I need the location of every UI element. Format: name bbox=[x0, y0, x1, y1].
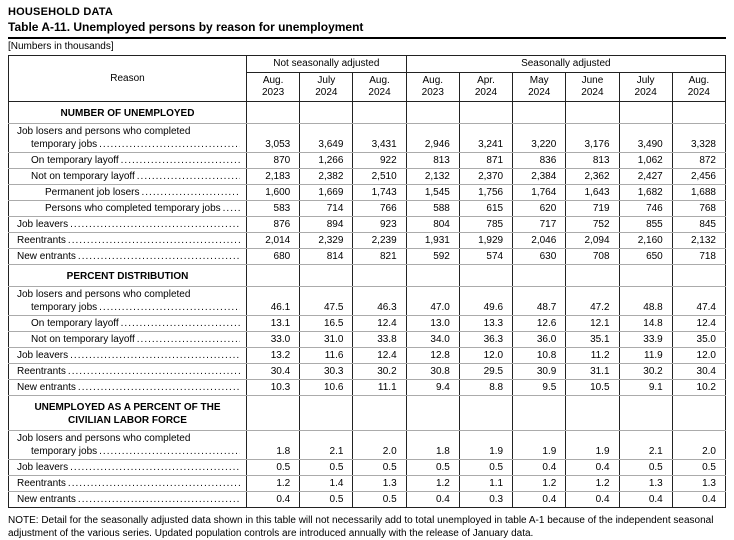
dot-leader bbox=[99, 301, 240, 314]
value-cell: 2,094 bbox=[566, 233, 619, 249]
value-cell: 680 bbox=[247, 249, 300, 265]
table-row bbox=[9, 124, 726, 153]
value-cell: 2,132 bbox=[406, 169, 459, 185]
column-header-8: Aug. 2024 bbox=[672, 73, 725, 102]
value-cell: 3,176 bbox=[566, 124, 619, 153]
empty-cell bbox=[459, 396, 512, 431]
value-cell: 1,931 bbox=[406, 233, 459, 249]
table-row bbox=[9, 249, 726, 265]
table-row bbox=[9, 492, 726, 508]
value-cell: 872 bbox=[672, 153, 725, 169]
column-header-5: May 2024 bbox=[513, 73, 566, 102]
empty-cell bbox=[619, 102, 672, 124]
dot-leader bbox=[99, 138, 240, 151]
value-cell: 752 bbox=[566, 217, 619, 233]
value-cell: 0.3 bbox=[459, 492, 512, 508]
empty-cell bbox=[619, 265, 672, 287]
value-cell: 583 bbox=[247, 201, 300, 217]
table-row bbox=[9, 348, 726, 364]
value-cell: 12.0 bbox=[672, 348, 725, 364]
reason-cell bbox=[9, 492, 247, 508]
group-header-0: Not seasonally adjusted bbox=[247, 56, 407, 73]
dot-leader bbox=[68, 234, 240, 247]
value-cell: 814 bbox=[300, 249, 353, 265]
dot-leader bbox=[137, 333, 240, 346]
value-cell: 2,456 bbox=[672, 169, 725, 185]
value-cell: 708 bbox=[566, 249, 619, 265]
value-cell: 13.3 bbox=[459, 316, 512, 332]
value-cell: 871 bbox=[459, 153, 512, 169]
reason-cell bbox=[9, 431, 247, 460]
value-cell: 47.5 bbox=[300, 287, 353, 316]
value-cell: 47.2 bbox=[566, 287, 619, 316]
value-cell: 1,600 bbox=[247, 185, 300, 201]
value-cell: 30.4 bbox=[247, 364, 300, 380]
reason-cell bbox=[9, 185, 247, 201]
table-row bbox=[9, 316, 726, 332]
empty-cell bbox=[247, 102, 300, 124]
value-cell: 785 bbox=[459, 217, 512, 233]
value-cell: 1.9 bbox=[459, 431, 512, 460]
reason-cell bbox=[9, 348, 247, 364]
reason-cell bbox=[9, 332, 247, 348]
value-cell: 592 bbox=[406, 249, 459, 265]
value-cell: 12.1 bbox=[566, 316, 619, 332]
value-cell: 813 bbox=[406, 153, 459, 169]
row-label: On temporary layoff ..... bbox=[9, 154, 242, 167]
table-row bbox=[9, 431, 726, 460]
table-row bbox=[9, 460, 726, 476]
reason-cell bbox=[9, 316, 247, 332]
footnote: NOTE: Detail for the seasonally adjusted data shown in this table will not necessarily add to total unemployed in table A-1 because of the independent seasonal adjustment of the various series. Updated population controls are introduced annually with the release of January data. bbox=[8, 515, 714, 539]
value-cell: 1.3 bbox=[672, 476, 725, 492]
value-cell: 1,688 bbox=[672, 185, 725, 201]
value-cell: 768 bbox=[672, 201, 725, 217]
table-body bbox=[9, 102, 726, 508]
table-header bbox=[9, 56, 726, 102]
row-label: Job leavers ..... bbox=[9, 349, 242, 362]
value-cell: 0.4 bbox=[566, 492, 619, 508]
value-cell: 12.0 bbox=[459, 348, 512, 364]
section-heading: UNEMPLOYED AS A PERCENT OF THE CIVILIAN LABOR FORCE bbox=[9, 396, 247, 431]
reason-cell bbox=[9, 169, 247, 185]
row-label: Job leavers ..... bbox=[9, 461, 242, 474]
value-cell: 894 bbox=[300, 217, 353, 233]
row-label: Persons who completed temporary jobs ..... bbox=[9, 202, 242, 215]
column-header-4: Apr. 2024 bbox=[459, 73, 512, 102]
row-label: Permanent job losers ..... bbox=[9, 186, 242, 199]
value-cell: 2,510 bbox=[353, 169, 406, 185]
section-row bbox=[9, 102, 726, 124]
empty-cell bbox=[566, 265, 619, 287]
empty-cell bbox=[247, 265, 300, 287]
value-cell: 11.9 bbox=[619, 348, 672, 364]
value-cell: 2,160 bbox=[619, 233, 672, 249]
row-label: Not on temporary layoff ..... bbox=[9, 170, 242, 183]
value-cell: 30.9 bbox=[513, 364, 566, 380]
value-cell: 12.8 bbox=[406, 348, 459, 364]
value-cell: 29.5 bbox=[459, 364, 512, 380]
reason-cell bbox=[9, 124, 247, 153]
value-cell: 31.0 bbox=[300, 332, 353, 348]
value-cell: 0.4 bbox=[672, 492, 725, 508]
empty-cell bbox=[619, 396, 672, 431]
row-label-line2: temporary jobs ..... bbox=[9, 301, 242, 314]
value-cell: 1,266 bbox=[300, 153, 353, 169]
value-cell: 30.4 bbox=[672, 364, 725, 380]
value-cell: 620 bbox=[513, 201, 566, 217]
value-cell: 30.2 bbox=[619, 364, 672, 380]
value-cell: 1.2 bbox=[247, 476, 300, 492]
value-cell: 574 bbox=[459, 249, 512, 265]
reason-cell bbox=[9, 153, 247, 169]
value-cell: 922 bbox=[353, 153, 406, 169]
unemployment-reason-table bbox=[8, 55, 726, 508]
value-cell: 12.4 bbox=[672, 316, 725, 332]
reason-cell bbox=[9, 249, 247, 265]
dot-leader bbox=[70, 461, 240, 474]
value-cell: 46.1 bbox=[247, 287, 300, 316]
empty-cell bbox=[353, 265, 406, 287]
value-cell: 3,649 bbox=[300, 124, 353, 153]
reason-cell bbox=[9, 201, 247, 217]
value-cell: 0.5 bbox=[406, 460, 459, 476]
value-cell: 2,362 bbox=[566, 169, 619, 185]
section-heading: PERCENT DISTRIBUTION bbox=[9, 265, 247, 287]
value-cell: 3,220 bbox=[513, 124, 566, 153]
reason-column-header: Reason bbox=[9, 56, 247, 102]
value-cell: 48.7 bbox=[513, 287, 566, 316]
value-cell: 923 bbox=[353, 217, 406, 233]
value-cell: 34.0 bbox=[406, 332, 459, 348]
empty-cell bbox=[300, 265, 353, 287]
dot-leader bbox=[68, 477, 240, 490]
value-cell: 14.8 bbox=[619, 316, 672, 332]
column-header-7: July 2024 bbox=[619, 73, 672, 102]
value-cell: 3,241 bbox=[459, 124, 512, 153]
value-cell: 845 bbox=[672, 217, 725, 233]
dot-leader bbox=[70, 218, 240, 231]
row-label-line1: Job losers and persons who completed bbox=[17, 433, 191, 444]
reason-cell bbox=[9, 364, 247, 380]
value-cell: 719 bbox=[566, 201, 619, 217]
dot-leader bbox=[99, 445, 240, 458]
value-cell: 0.5 bbox=[672, 460, 725, 476]
value-cell: 1.1 bbox=[459, 476, 512, 492]
reason-cell bbox=[9, 287, 247, 316]
dot-leader bbox=[68, 365, 240, 378]
value-cell: 12.4 bbox=[353, 316, 406, 332]
value-cell: 16.5 bbox=[300, 316, 353, 332]
value-cell: 31.1 bbox=[566, 364, 619, 380]
value-cell: 0.4 bbox=[619, 492, 672, 508]
value-cell: 1.8 bbox=[247, 431, 300, 460]
value-cell: 12.6 bbox=[513, 316, 566, 332]
row-label-line2: temporary jobs ..... bbox=[9, 138, 242, 151]
value-cell: 35.0 bbox=[672, 332, 725, 348]
value-cell: 714 bbox=[300, 201, 353, 217]
value-cell: 47.4 bbox=[672, 287, 725, 316]
row-label: New entrants ..... bbox=[9, 381, 242, 394]
value-cell: 2.1 bbox=[300, 431, 353, 460]
dot-leader bbox=[121, 154, 240, 167]
value-cell: 47.0 bbox=[406, 287, 459, 316]
value-cell: 9.1 bbox=[619, 380, 672, 396]
empty-cell bbox=[566, 396, 619, 431]
value-cell: 2,382 bbox=[300, 169, 353, 185]
value-cell: 0.4 bbox=[566, 460, 619, 476]
value-cell: 30.8 bbox=[406, 364, 459, 380]
empty-cell bbox=[672, 102, 725, 124]
value-cell: 630 bbox=[513, 249, 566, 265]
empty-cell bbox=[459, 102, 512, 124]
value-cell: 33.9 bbox=[619, 332, 672, 348]
value-cell: 2.0 bbox=[672, 431, 725, 460]
value-cell: 0.5 bbox=[300, 492, 353, 508]
value-cell: 876 bbox=[247, 217, 300, 233]
value-cell: 1.8 bbox=[406, 431, 459, 460]
value-cell: 1.2 bbox=[566, 476, 619, 492]
value-cell: 718 bbox=[672, 249, 725, 265]
value-cell: 11.2 bbox=[566, 348, 619, 364]
reason-cell bbox=[9, 460, 247, 476]
section-kicker: HOUSEHOLD DATA bbox=[8, 6, 114, 18]
value-cell: 0.5 bbox=[353, 460, 406, 476]
value-cell: 821 bbox=[353, 249, 406, 265]
value-cell: 13.0 bbox=[406, 316, 459, 332]
value-cell: 1,743 bbox=[353, 185, 406, 201]
row-label: Reentrants ..... bbox=[9, 234, 242, 247]
value-cell: 48.8 bbox=[619, 287, 672, 316]
value-cell: 2,239 bbox=[353, 233, 406, 249]
table-row bbox=[9, 169, 726, 185]
column-header-1: July 2024 bbox=[300, 73, 353, 102]
value-cell: 30.3 bbox=[300, 364, 353, 380]
table-row bbox=[9, 201, 726, 217]
row-label-line1: Job losers and persons who completed bbox=[17, 126, 191, 137]
value-cell: 1.3 bbox=[353, 476, 406, 492]
value-cell: 1.9 bbox=[513, 431, 566, 460]
value-cell: 1,545 bbox=[406, 185, 459, 201]
empty-cell bbox=[513, 396, 566, 431]
value-cell: 1,669 bbox=[300, 185, 353, 201]
units-note: [Numbers in thousands] bbox=[8, 41, 114, 52]
value-cell: 33.0 bbox=[247, 332, 300, 348]
value-cell: 2,946 bbox=[406, 124, 459, 153]
empty-cell bbox=[513, 102, 566, 124]
value-cell: 10.5 bbox=[566, 380, 619, 396]
column-header-6: June 2024 bbox=[566, 73, 619, 102]
title-rule bbox=[8, 37, 726, 39]
empty-cell bbox=[300, 102, 353, 124]
table-row bbox=[9, 364, 726, 380]
value-cell: 35.1 bbox=[566, 332, 619, 348]
value-cell: 0.5 bbox=[300, 460, 353, 476]
row-label: On temporary layoff ..... bbox=[9, 317, 242, 330]
value-cell: 2,132 bbox=[672, 233, 725, 249]
reason-cell bbox=[9, 476, 247, 492]
value-cell: 13.1 bbox=[247, 316, 300, 332]
value-cell: 1.9 bbox=[566, 431, 619, 460]
value-cell: 588 bbox=[406, 201, 459, 217]
value-cell: 9.4 bbox=[406, 380, 459, 396]
value-cell: 650 bbox=[619, 249, 672, 265]
empty-cell bbox=[672, 396, 725, 431]
dot-leader bbox=[78, 493, 240, 506]
dot-leader bbox=[70, 349, 240, 362]
value-cell: 12.4 bbox=[353, 348, 406, 364]
value-cell: 855 bbox=[619, 217, 672, 233]
value-cell: 2,329 bbox=[300, 233, 353, 249]
table-row bbox=[9, 233, 726, 249]
empty-cell bbox=[353, 396, 406, 431]
value-cell: 2,384 bbox=[513, 169, 566, 185]
dot-leader bbox=[78, 250, 240, 263]
empty-cell bbox=[406, 265, 459, 287]
value-cell: 1.4 bbox=[300, 476, 353, 492]
section-row bbox=[9, 396, 726, 431]
value-cell: 2.0 bbox=[353, 431, 406, 460]
value-cell: 717 bbox=[513, 217, 566, 233]
table-row bbox=[9, 476, 726, 492]
value-cell: 0.4 bbox=[247, 492, 300, 508]
value-cell: 2,427 bbox=[619, 169, 672, 185]
empty-cell bbox=[513, 265, 566, 287]
empty-cell bbox=[406, 102, 459, 124]
value-cell: 1,062 bbox=[619, 153, 672, 169]
table-title: Table A-11. Unemployed persons by reason for unemployment bbox=[8, 20, 364, 34]
value-cell: 2,370 bbox=[459, 169, 512, 185]
section-row bbox=[9, 265, 726, 287]
value-cell: 2.1 bbox=[619, 431, 672, 460]
value-cell: 3,431 bbox=[353, 124, 406, 153]
dot-leader bbox=[223, 202, 240, 215]
table-row bbox=[9, 185, 726, 201]
empty-cell bbox=[566, 102, 619, 124]
value-cell: 0.5 bbox=[247, 460, 300, 476]
empty-cell bbox=[406, 396, 459, 431]
value-cell: 2,046 bbox=[513, 233, 566, 249]
value-cell: 1,929 bbox=[459, 233, 512, 249]
row-label: Reentrants ..... bbox=[9, 477, 242, 490]
value-cell: 804 bbox=[406, 217, 459, 233]
value-cell: 813 bbox=[566, 153, 619, 169]
value-cell: 766 bbox=[353, 201, 406, 217]
table-row bbox=[9, 380, 726, 396]
value-cell: 10.2 bbox=[672, 380, 725, 396]
row-label: Reentrants ..... bbox=[9, 365, 242, 378]
value-cell: 870 bbox=[247, 153, 300, 169]
value-cell: 1,682 bbox=[619, 185, 672, 201]
row-label: New entrants ..... bbox=[9, 493, 242, 506]
value-cell: 1.2 bbox=[513, 476, 566, 492]
dot-leader bbox=[142, 186, 241, 199]
reason-cell bbox=[9, 380, 247, 396]
row-label: New entrants ..... bbox=[9, 250, 242, 263]
row-label-line1: Job losers and persons who completed bbox=[17, 289, 191, 300]
value-cell: 0.4 bbox=[513, 460, 566, 476]
value-cell: 1,756 bbox=[459, 185, 512, 201]
value-cell: 2,183 bbox=[247, 169, 300, 185]
value-cell: 746 bbox=[619, 201, 672, 217]
dot-leader bbox=[121, 317, 240, 330]
row-label: Not on temporary layoff ..... bbox=[9, 333, 242, 346]
reason-cell bbox=[9, 233, 247, 249]
value-cell: 8.8 bbox=[459, 380, 512, 396]
value-cell: 10.6 bbox=[300, 380, 353, 396]
empty-cell bbox=[459, 265, 512, 287]
value-cell: 36.3 bbox=[459, 332, 512, 348]
value-cell: 11.6 bbox=[300, 348, 353, 364]
value-cell: 0.5 bbox=[619, 460, 672, 476]
group-header-1: Seasonally adjusted bbox=[406, 56, 725, 73]
empty-cell bbox=[247, 396, 300, 431]
empty-cell bbox=[300, 396, 353, 431]
value-cell: 3,490 bbox=[619, 124, 672, 153]
value-cell: 30.2 bbox=[353, 364, 406, 380]
table-row bbox=[9, 287, 726, 316]
value-cell: 10.8 bbox=[513, 348, 566, 364]
value-cell: 13.2 bbox=[247, 348, 300, 364]
table-row bbox=[9, 153, 726, 169]
table-row bbox=[9, 217, 726, 233]
row-label: Job leavers ..... bbox=[9, 218, 242, 231]
empty-cell bbox=[353, 102, 406, 124]
value-cell: 0.5 bbox=[459, 460, 512, 476]
value-cell: 2,014 bbox=[247, 233, 300, 249]
value-cell: 615 bbox=[459, 201, 512, 217]
column-header-3: Aug. 2023 bbox=[406, 73, 459, 102]
section-heading: NUMBER OF UNEMPLOYED bbox=[9, 102, 247, 124]
value-cell: 0.4 bbox=[406, 492, 459, 508]
table-row bbox=[9, 332, 726, 348]
value-cell: 46.3 bbox=[353, 287, 406, 316]
value-cell: 11.1 bbox=[353, 380, 406, 396]
empty-cell bbox=[672, 265, 725, 287]
reason-cell bbox=[9, 217, 247, 233]
value-cell: 0.5 bbox=[353, 492, 406, 508]
dot-leader bbox=[137, 170, 240, 183]
value-cell: 33.8 bbox=[353, 332, 406, 348]
value-cell: 36.0 bbox=[513, 332, 566, 348]
column-header-0: Aug. 2023 bbox=[247, 73, 300, 102]
dot-leader bbox=[78, 381, 240, 394]
row-label-line2: temporary jobs ..... bbox=[9, 445, 242, 458]
value-cell: 1,764 bbox=[513, 185, 566, 201]
value-cell: 1.3 bbox=[619, 476, 672, 492]
value-cell: 1,643 bbox=[566, 185, 619, 201]
value-cell: 3,328 bbox=[672, 124, 725, 153]
value-cell: 10.3 bbox=[247, 380, 300, 396]
value-cell: 9.5 bbox=[513, 380, 566, 396]
value-cell: 49.6 bbox=[459, 287, 512, 316]
column-header-2: Aug. 2024 bbox=[353, 73, 406, 102]
value-cell: 1.2 bbox=[406, 476, 459, 492]
value-cell: 836 bbox=[513, 153, 566, 169]
value-cell: 3,053 bbox=[247, 124, 300, 153]
value-cell: 0.4 bbox=[513, 492, 566, 508]
